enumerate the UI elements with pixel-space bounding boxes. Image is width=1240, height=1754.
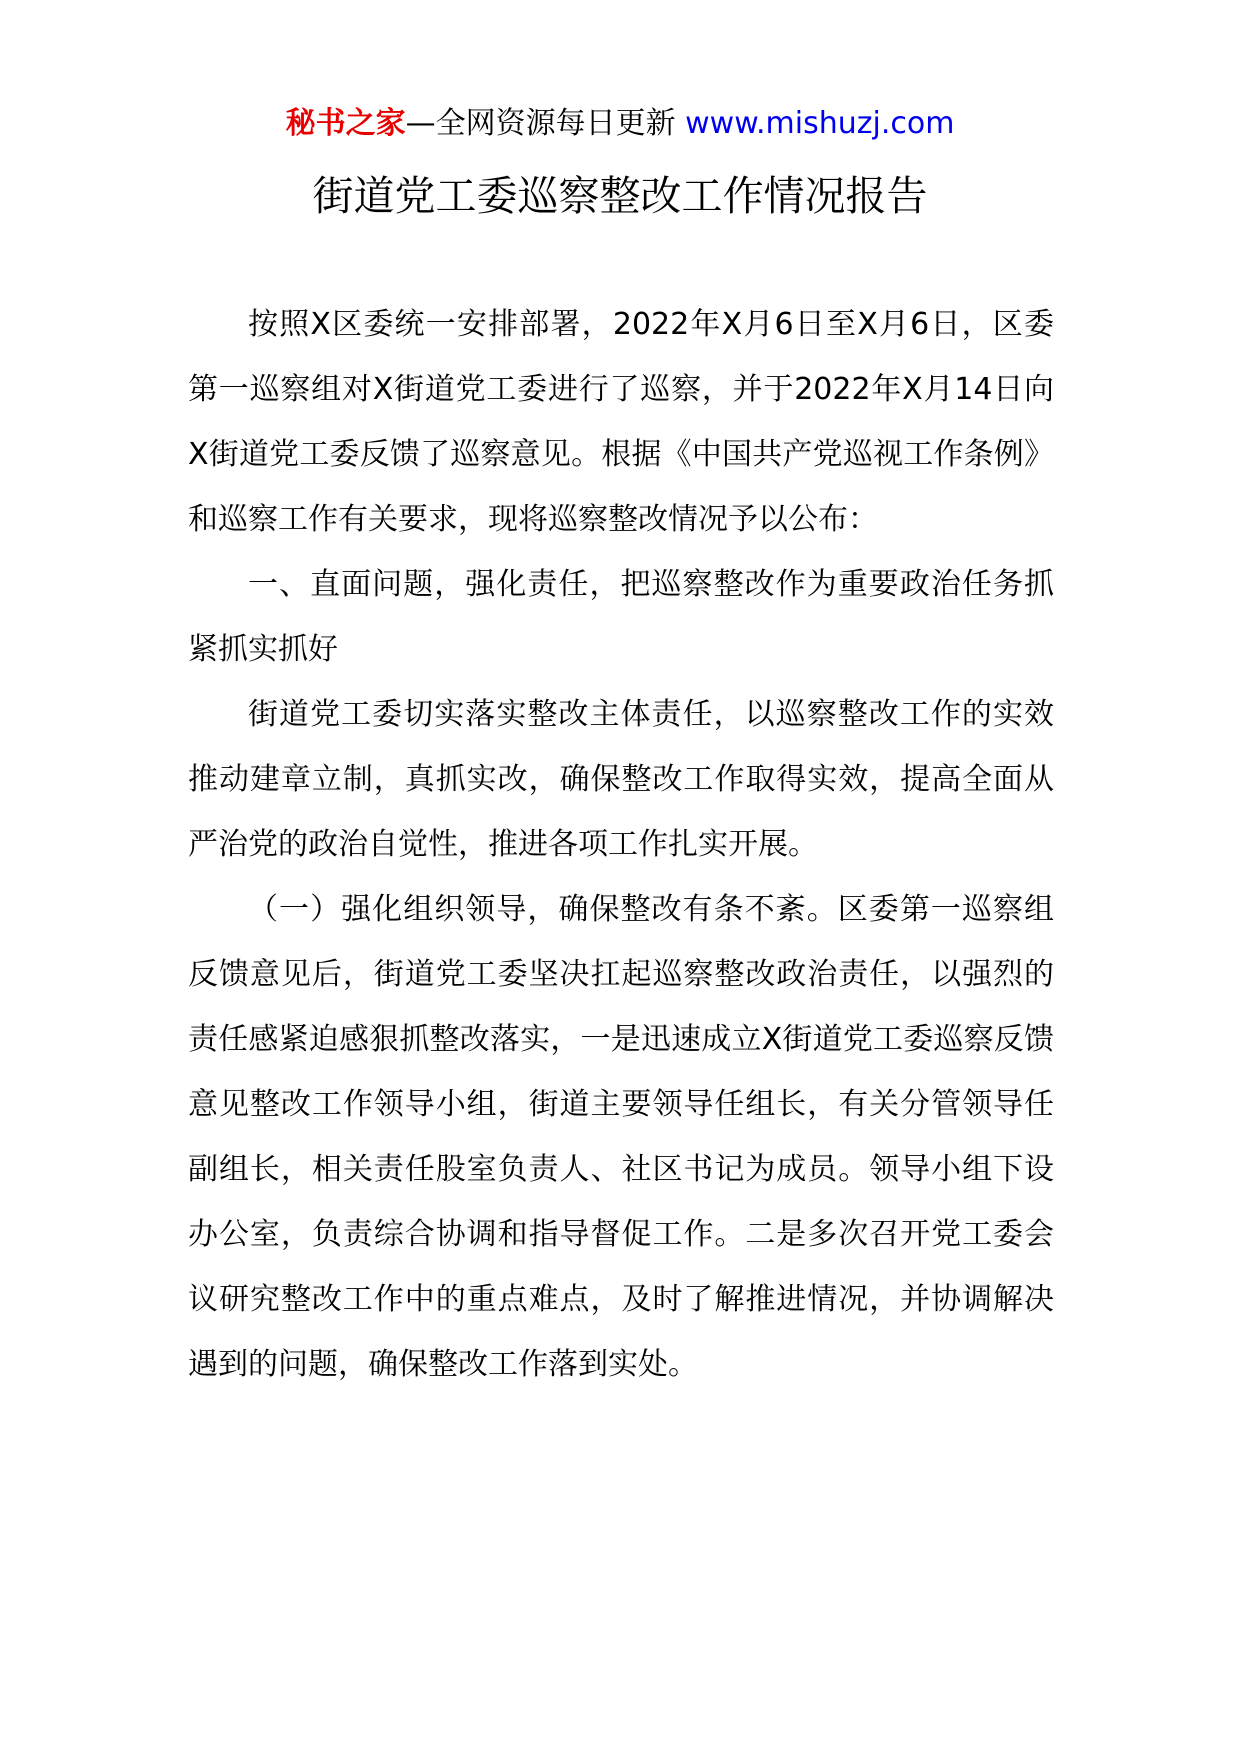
brand-name: 秘书之家 [285, 106, 406, 141]
document-title: 街道党工委巡察整改工作情况报告 [312, 172, 928, 220]
section-heading-1: 一、直面问题，强化责任，把巡察整改作为重要政治任务抓紧抓实抓好 [188, 567, 1054, 667]
paragraph-subsection-1: （一）强化组织领导，确保整改有条不紊。区委第一巡察组反馈意见后，街道党工委坚决扛起巡察整改政治责任，以强烈的责任感紧迫感狠抓整改落实，一是迅速成立X街道党工委巡察反馈意见整改工作领导小组，街道主要领导任组长，有关分管领导任副组长，相关责任股室负责人、社区书记为成员。领导小组下设办公室，负责综合协调和指导督促工作。二是多次召开党工委会议研究整改工作中的重点难点，及时了解推进情况，并协调解决遇到的问题，确保整改工作落到实处。 [188, 892, 1054, 1382]
site-url-link[interactable]: www.mishuzj.com [685, 106, 955, 141]
paragraph-intro: 按照X区委统一安排部署，2022年X月6日至X月6日，区委第一巡察组对X街道党工委进行了巡察，并于2022年X月14日向X街道党工委反馈了巡察意见。根据《中国共产党巡视工作条例》和巡察工作有关要求，现将巡察整改情况予以公布： [188, 307, 1054, 537]
header-tagline: —全网资源每日更新 [405, 106, 676, 141]
document-body [188, 292, 1054, 1397]
paragraph-section-1: 街道党工委切实落实整改主体责任，以巡察整改工作的实效推动建章立制，真抓实改，确保整改工作取得实效，提高全面从严治党的政治自觉性，推进各项工作扎实开展。 [188, 697, 1054, 862]
site-header [0, 104, 1240, 144]
